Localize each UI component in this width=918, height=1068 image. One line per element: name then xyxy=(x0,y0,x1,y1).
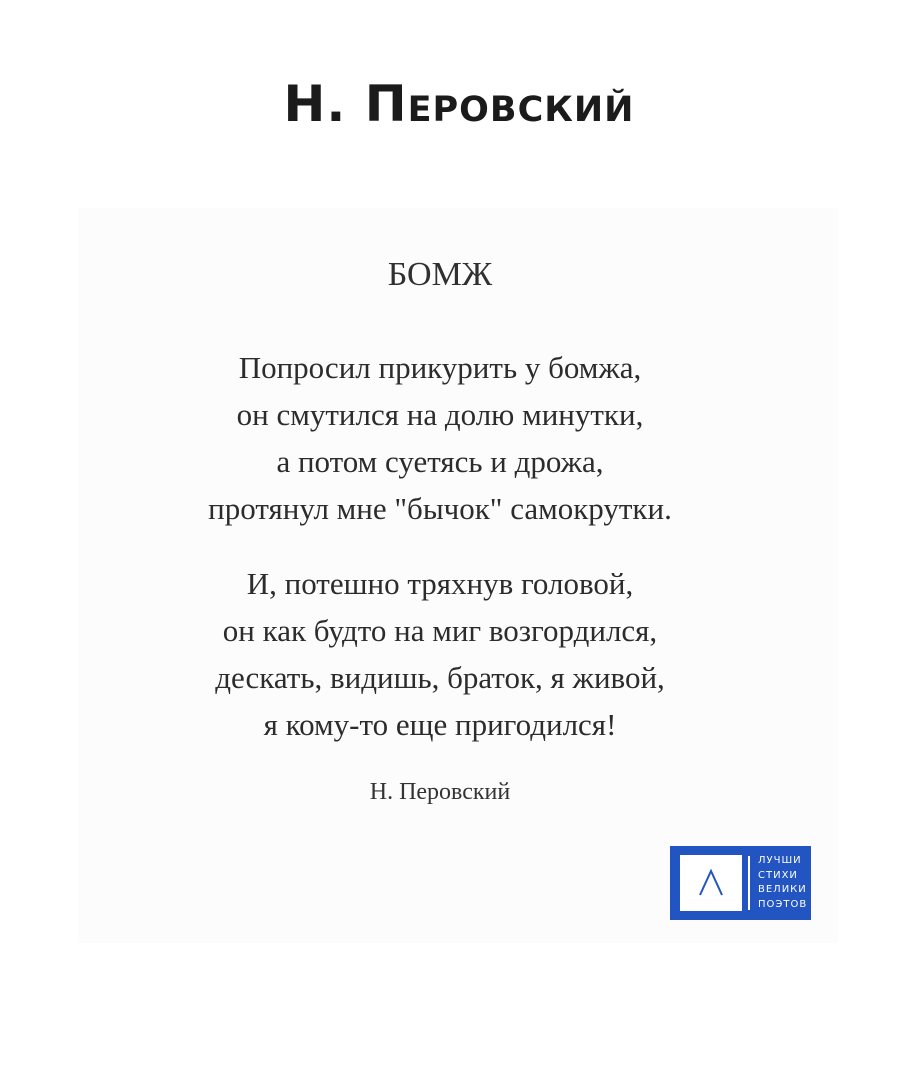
poem-line: И, потешно тряхнув головой, xyxy=(246,566,634,601)
logo-text xyxy=(758,854,811,912)
poem-title: БОМЖ xyxy=(387,256,493,293)
poem-line: он как будто на миг возгордился, xyxy=(222,613,658,648)
stanza-1 xyxy=(0,344,880,532)
logo-text-line: ЛУЧШИ xyxy=(758,855,802,866)
page-title: Н. Перовский xyxy=(283,75,635,133)
poem-line: Попросил прикурить у бомжа, xyxy=(238,350,642,385)
logo-divider xyxy=(748,856,750,910)
poem-line: он смутился на долю минутки, xyxy=(236,397,644,432)
poem-line: а потом суетясь и дрожа, xyxy=(276,444,604,479)
author-signature: Н. Перовский xyxy=(369,779,511,805)
poem-line: протянул мне "бычок" самокрутки. xyxy=(208,491,672,526)
logo-text-line: ПОЭТОВ xyxy=(758,898,808,910)
logo-box xyxy=(680,855,742,911)
logo-badge xyxy=(670,846,811,920)
logo-text-line: ВЕЛИКИ xyxy=(758,884,807,895)
poem-line: я кому-то еще пригодился! xyxy=(263,707,617,742)
logo-text-line: СТИХИ xyxy=(758,869,798,881)
poem-line: дескать, видишь, браток, я живой, xyxy=(215,660,665,695)
stanza-2 xyxy=(0,560,880,748)
lambda-icon xyxy=(680,855,742,911)
